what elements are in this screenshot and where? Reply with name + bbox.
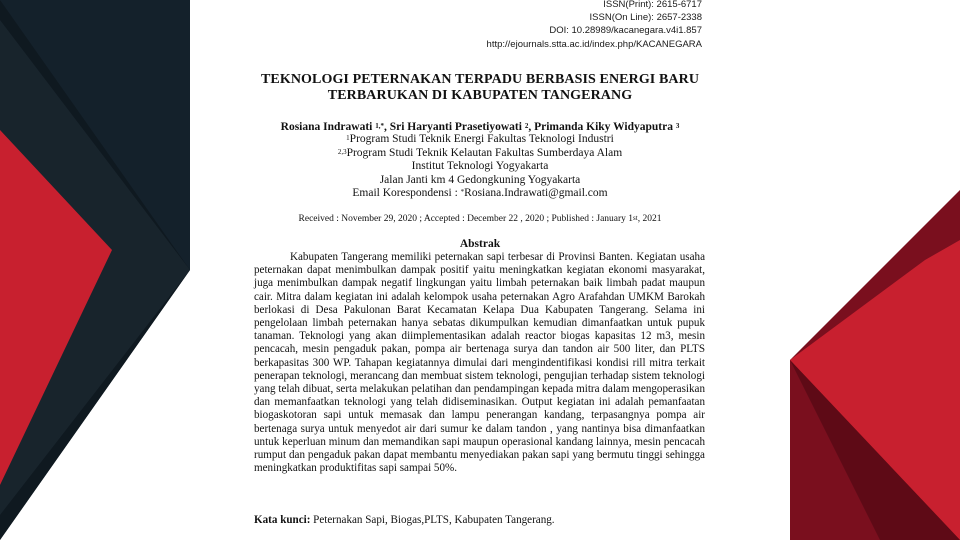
left-chevron-graphic — [0, 0, 200, 540]
correspondence-email: Email Korespondensi : *Rosiana.Indrawati@gmail.com — [352, 187, 608, 200]
author-1: Rosiana Indrawati — [280, 121, 373, 133]
affiliation-1: $^1$Program Studi Teknik Energi Fakultas Teknologi Industri — [346, 133, 614, 145]
doi: DOI: 10.28989/kacanegara.v4i1.857 — [549, 25, 702, 37]
affiliations — [190, 133, 770, 201]
institute: Institut Teknologi Yogyakarta — [411, 160, 549, 173]
email-link[interactable]: Rosiana.Indrawati@gmail.com — [464, 187, 608, 200]
right-decorative-panel — [780, 0, 960, 540]
journal-meta — [487, 0, 702, 51]
abstract-body — [254, 251, 705, 475]
abstract-heading: Abstrak — [459, 238, 501, 250]
abstract-text: Kabupaten Tangerang memiliki peternakan sapi terbesar di Provinsi Banten. Kegiatan usaha peternakan dapat menimbulkan dampak positif yaitu meningkatkan kegiatan ekonomi masyarakat, juga menimbulkan dampak negatif lingkungan yaitu limbah peternakan baik limbah padat maupun cair. Mitra dalam kegiatan ini adalah kelompok usaha peternakan Agro Arafahdan UMKM Barokah berlokasi di Desa Pakulonan Barat Kecamatan Kelapa Dua Kabupaten Tangerang. Selama ini pengelolaan limbah peternakan hanya sebatas dikumpulkan kemudian dimanfaatkan untuk pupuk tanaman. Teknologi yang akan diimplementasikan adalah reactor biogas kapasitas 12 m3, mesin pencacah, mesin pengaduk pakan, pompa air bertenaga surya dan tandon air 500 liter, dan PLTS berkapasitas 300 WP. Tahapan kegiatannya dimulai dari mengindentifikasi kondisi rill mitra terkait penerapan teknologi, merancang dan membuat sistem teknologi, pengujian terhadap sistem teknologi yang telah dibuat, serta melakukan pelatihan dan pendampingan kepada mitra dalam mengoperasikan dan memanfaatkan teknologi yang telah didiseminasikan. Output kegiatan ini adalah pemanfaatan biogaskotoran sapi untuk memasak dan lampu penerangan kandang, terpasangnya pompa air bertenaga surya untuk menyedot air dari sumur ke dalam tandon , yang nantinya bisa dimanfaatkan untuk keperluan minum dan memandikan sapi maupun operasional kandang lainnya, mesin pencacah rumput dan pengaduk pakan dapat membantu menyediakan pakan sapi yang bermutu tinggi sehingga meningkatkan produktifitas sapi sampai 50%. — [254, 251, 705, 475]
keywords — [254, 514, 705, 527]
keywords-label: Kata kunci: — [254, 514, 311, 526]
author-list: Rosiana Indrawati $^{1,*}$, Sri Haryanti Prasetiyowati $^2$, Primanda Kiky Widyaputra $^3$ — [280, 121, 680, 133]
issn-print: ISSN(Print): 2615-6717 — [603, 0, 702, 10]
author-2: Sri Haryanti Prasetiyowati — [389, 121, 522, 133]
left-decorative-panel — [0, 0, 200, 540]
document-page — [190, 0, 770, 540]
journal-url[interactable]: http://ejournals.stta.ac.id/index.php/KACANEGARA — [486, 38, 702, 50]
issn-online: ISSN(On Line): 2657-2338 — [589, 12, 702, 24]
author-3: Primanda Kiky Widyaputra — [534, 121, 673, 133]
paper-title: TEKNOLOGI PETERNAKAN TERPADU BERBASIS ENERGI BARU TERBARUKAN DI KABUPATEN TANGERANG — [260, 72, 700, 103]
publication-dates: Received : November 29, 2020 ; Accepted : December 22 , 2020 ; Published : January 1st, 2021 — [298, 214, 662, 224]
address: Jalan Janti km 4 Gedongkuning Yogyakarta — [379, 173, 581, 186]
affiliation-2: $^{2,3}$Program Studi Teknik Kelautan Fakultas Sumberdaya Alam — [337, 146, 623, 159]
keywords-text: Peternakan Sapi, Biogas,PLTS, Kabupaten Tangerang. — [310, 514, 555, 526]
right-chevron-graphic — [780, 0, 960, 540]
